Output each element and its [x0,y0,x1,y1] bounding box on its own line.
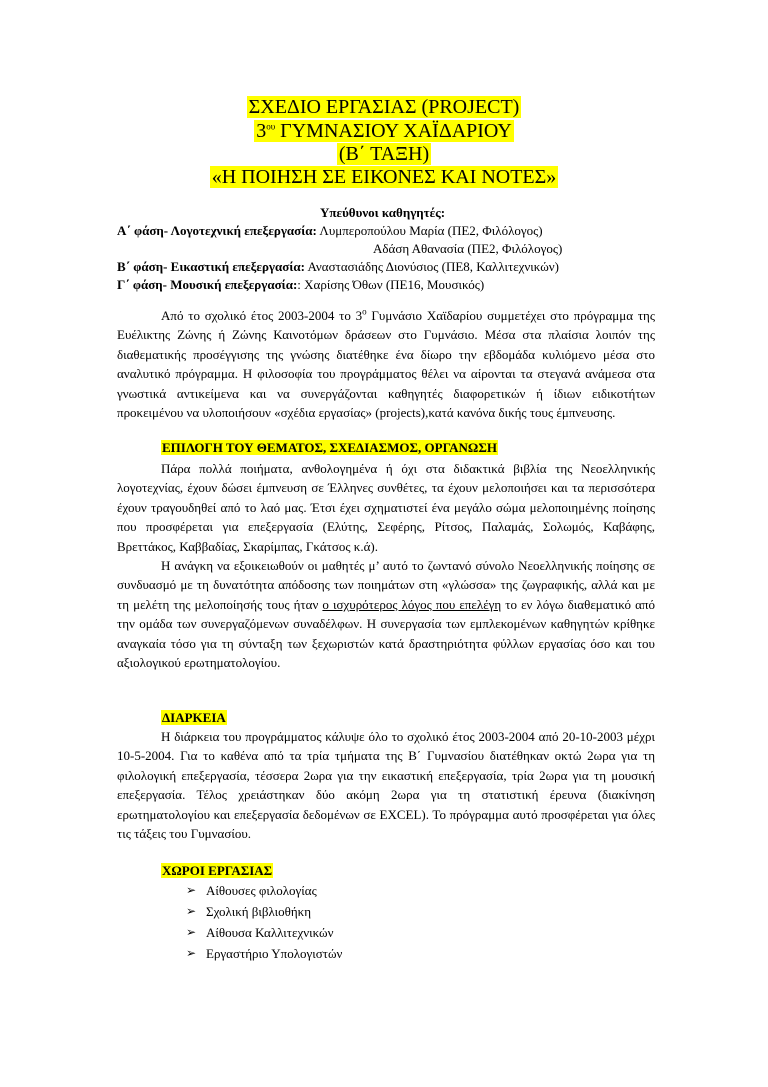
arrow-bullet-icon: ➢ [186,904,197,918]
phase-c-line: Γ΄ φάση- Μουσική επεξεργασία:: Χαρίσης Όθων (ΠΕ16, Μουσικός) [117,277,485,292]
title-line-4: «Η ΠΟΙΗΣΗ ΣΕ ΕΙΚΟΝΕΣ ΚΑΙ ΝΟΤΕΣ» [211,166,557,188]
list-item: ➢ Εργαστήριο Υπολογιστών [186,943,342,964]
arrow-bullet-icon: ➢ [186,946,197,960]
intro-paragraph: Από το σχολικό έτος 2003-2004 το $3^o$ Γυμνάσιο Χαϊδαρίου συμμετέχει στο πρόγραμμα της Ευέλικτης Ζώνης ή Ζώνης Καινοτόμων δράσεων στο Γυμνάσιο. Μέσα στα πλαίσια λοιπόν της διαθεματικής προσέγγισης της γνώσης διατέθηκε ένα δίωρο την εβδομάδα κυλιόμενο μέσα στο αναλυτικό πρόγραμμα. Η φιλοσοφία του προγράμματος θέλει να αίρονται τα στεγανά ανάμεσα στα γνωστικά αντικείμενα και να συνεργάζονται καθηγητές διαφορετικών ή ίδιων ειδικοτήτων προκειμένου να υλοποιήσουν «σχέδια εργασίας» (projects),κατά κανόνα δικής τους έμπνευσης. [117,306,655,421]
title-line-3: (Β΄ ΤΑΞΗ) [338,143,430,165]
phase-b-line: Β΄ φάση- Εικαστική επεξεργασία: Αναστασιάδης Διονύσιος (ΠΕ8, Καλλιτεχνικών) [117,259,560,274]
phase-a-line: Α΄ φάση- Λογοτεχνική επεξεργασία: Λυμπεροπούλου Μαρία (ΠΕ2, Φιλόλογος) [117,223,543,238]
title-line-1: ΣΧΕΔΙΟ ΕΡΓΑΣΙΑΣ (PROJECT) [248,96,520,118]
section-heading-topic: ΕΠΙΛΟΓΗ ΤΟΥ ΘΕΜΑΤΟΣ, ΣΧΕΔΙΑΣΜΟΣ, ΟΡΓΑΝΩΣΗ [162,440,497,455]
list-item: ➢ Αίθουσα Καλλιτεχνικών [186,922,342,943]
responsible-heading: Υπεύθυνοι καθηγητές: [320,205,446,220]
phase-a-line-2: Αδάση Αθανασία (ΠΕ2, Φιλόλογος) [373,241,563,256]
section-duration-paragraph: Η διάρκεια του προγράμματος κάλυψε όλο το σχολικό έτος 2003-2004 από 20-10-2003 μέχρι 10-5-2004. Για το καθένα από τα τρία τμήματα της Β΄ Γυμνασίου διατέθηκαν οκτώ 2ωρα για τη φιλολογική επεξεργασία, τέσσερα 2ωρα για την εικαστική επεξεργασία, τρία 2ωρα για τη μουσική επεξεργασία. Τέλος χρειάστηκαν δύο ακόμη 2ωρα για τη στατιστική έρευνα (διακίνηση ερωτηματολογίου και επεξεργασία δεδομένων σε EXCEL). Το πρόγραμμα αυτό προσφέρεται για όλες τις τάξεις του Γυμνασίου. [117,729,655,842]
arrow-bullet-icon: ➢ [186,925,197,939]
arrow-bullet-icon: ➢ [186,883,197,897]
section-heading-places: ΧΩΡΟΙ ΕΡΓΑΣΙΑΣ [162,863,273,878]
list-item: ➢ Σχολική βιβλιοθήκη [186,901,342,922]
section-heading-duration: ΔΙΑΡΚΕΙΑ [162,710,226,725]
title-line-2: $3^{o\upsilon}$ ΓΥΜΝΑΣΙΟΥ ΧΑΪΔΑΡΙΟΥ [256,120,512,142]
section-topic-paragraphs: Πάρα πολλά ποιήματα, ανθολογημένα ή όχι στα διδακτικά βιβλία της Νεοελληνικής λογοτεχνίας, έχουν δώσει έμπνευση σε Έλληνες συνθέτες, τα έχουν μελοποιήσει και τα περισσότερα έχουν τραγουδηθεί από το λαό μας. Έτσι έχει σχηματιστεί ένα μεγάλο σώμα μελοποιημένης ποίησης που προσφέρεται για επεξεργασία (Ελύτης, Σεφέρης, Ρίτσος, Παλαμάς, Σολωμός, Καβάφης, Βρεττάκος, Καββαδίας, Σκαρίμπας, Γκάτσος κ.ά). Η ανάγκη να εξοικειωθούν οι μαθητές μ’ αυτό το ζωντανό σύνολο Νεοελληνικής ποίησης σε συνδυασμό με τη δυνατότητα απόδοσης των ποιημάτων στη «γλώσσα» της ζωγραφικής, αλλά και με τη μελέτη της μελοποίησής τους ήταν ο ισχυρότερος λόγος που επελέγη το εν λόγω διαθεματικό από την ομάδα των συνεργαζόμενων συναδέλφων. Η συνεργασία των εμπλεκομένων καθηγητών κρίθηκε αναγκαία τόσο για τη σύνταξη των ξεχωριστών κατά δραστηριότητα φύλλων εργασίας όσο και του αξιολογικού ερωτηματολογίου. [117,461,655,671]
list-item: ➢ Αίθουσες φιλολογίας [186,880,342,901]
places-list [186,880,342,964]
